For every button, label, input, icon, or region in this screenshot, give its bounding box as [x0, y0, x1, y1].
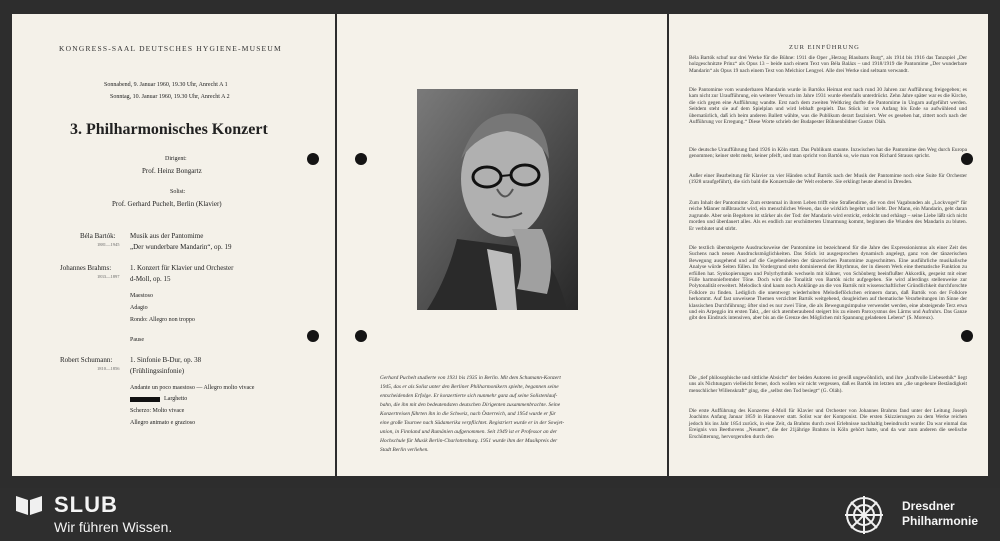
punch-hole	[961, 153, 973, 165]
schumann-years: 1810—1856	[97, 366, 120, 371]
slub-logo-text: SLUB	[54, 492, 118, 517]
portrait-photo	[417, 89, 578, 310]
schumann-movement: Allegro animato e grazioso	[130, 420, 196, 426]
brahms-composer: Johannes Brahms:	[60, 264, 112, 272]
intro-paragraph: Béla Bartók schuf nur drei Werke für die Bühne: 1911 die Oper „Herzog Blaubarts Burg“, als 1914 bis 1916 das Tanzspiel „Der holzgeschnitzte Prinz“ als Opus 13 – beide nach einem Text von Béla Balázs – und 1918/1919 die Pantomime „Der wunderbare Mandarin“ als Opus 19 nach einem Text von Melchior Lengyel. Alle drei Werke sind seltsam verwandt.	[689, 55, 967, 74]
punch-hole	[307, 330, 319, 342]
brahms-work-line1: 1. Konzert für Klavier und Orchester	[130, 264, 234, 272]
intro-paragraph: Die „tief philosophische und sittliche Absicht“ der beiden Autoren ist gewiß ungewöhnlich, und ihre „kraftvolle Liebesethik“ liegt uns als Nichtungarn vielleicht ferner, doch wollen wir nicht vergessen, daß es Bartók im letzten um „die ungeheure Beständigkeit menschlicher Willenskraft“ ging, die „selbst den Tod besiegt“ (G. Oláh).	[689, 375, 967, 394]
caption-line: Stadt Berlin verliehen.	[380, 447, 429, 453]
conductor-name: Prof. Heinz Bongartz	[142, 167, 202, 175]
caption-line: Hochschule für Musik Berlin-Charlottenburg. 1951 wurde ihm der Musikpreis der	[380, 438, 558, 444]
schumann-movement: Andante un poco maestoso — Allegro molto vivace	[130, 385, 255, 391]
brahms-movement: Rondo: Allegro non troppo	[130, 317, 195, 323]
punch-hole	[961, 330, 973, 342]
introduction-heading: ZUR EINFÜHRUNG	[789, 44, 860, 51]
concert-title: 3. Philharmonisches Konzert	[70, 121, 268, 138]
philharmonie-logo-icon	[842, 494, 886, 536]
caption-line: 1945, das er als Solist unter den Berliner Philharmonikern spielte, begannen seine	[380, 384, 559, 390]
caption-line: bahn, die ihn mit den bedeutendsten deutschen Dirigenten zusammenbrachte. Seine	[380, 402, 561, 408]
conductor-label: Dirigent:	[165, 156, 187, 162]
caption-line: Konzertreisen führten ihn in die Schweiz, nach Österreich, und 1954 wurde er für	[380, 411, 556, 417]
brahms-movement: Maestoso	[130, 293, 153, 299]
slub-logo-icon	[14, 494, 46, 516]
soloist-name: Prof. Gerhard Puchelt, Berlin (Klavier)	[112, 200, 222, 208]
caption-line: entscheidenden Erfolge. Er konzertierte sich nunmehr ganz auf seine Solistenlauf-	[380, 393, 558, 399]
brahms-years: 1833—1897	[97, 274, 120, 279]
punch-hole	[307, 153, 319, 165]
intro-paragraph: Die erste Aufführung des Konzertes d-Moll für Klavier und Orchester von Johannes Brahms fand unter der Leitung Joseph Joachims Anfang Januar 1859 in Hannover statt. Solist war der Komponist. Die ersten Skizzierungen zu dem Werke reichen jedoch bis ins Jahr 1854 zurück, in eine Zeit, da Brahms durch zwei Erlebnisse nachhaltig beeindruckt wurde: Da war einmal das Ereignis von Beethovens „Neunter“, die der 21jährige Brahms in Köln gehört hatte, und da war zum anderen die seelische Erschütterung, hervorgerufen durch den	[689, 408, 967, 440]
program-page-middle	[337, 14, 667, 476]
philharmonie-name-line2: Philharmonie	[902, 514, 979, 528]
schumann-movement: Scherzo: Molto vivace	[130, 408, 185, 414]
redaction-bar	[130, 397, 160, 402]
venue-heading: KONGRESS-SAAL DEUTSCHES HYGIENE-MUSEUM	[59, 44, 282, 53]
schumann-work-line2: (Frühlingssinfonie)	[130, 367, 185, 375]
bartok-years: 1881—1945	[97, 242, 120, 247]
caption-line: eine große Tournee nach Südamerika verpflichtet. Registriert wurde er in der Sowjet-	[380, 420, 565, 426]
bartok-work-line2: „Der wunderbare Mandarin“, op. 19	[130, 243, 232, 251]
portrait-image	[417, 89, 578, 310]
caption-line: Gerhard Puchelt studierte von 1931 bis 1935 in Berlin. Mit dem Schumann-Konzert	[380, 375, 561, 381]
soloist-label: Solist:	[170, 189, 186, 195]
brahms-work-line2: d-Moll, op. 15	[130, 275, 171, 283]
bartok-work-line1: Musik aus der Pantomime	[130, 232, 204, 240]
intro-paragraph: Zum Inhalt der Pantomime: Zum erstenmal in ihrem Leben trifft eine Straßendirne, die von drei Vagabunden als „Lockvogel“ für reiche Männer mißbraucht wird, ein menschliches Wesen, das sie wirklich begehrt und liebt. Der Mann, ein Mandarin, geht daran zugrunde. Aber sein Begehren ist stärker als der Tod: der Mandarin wird erstickt, erdolcht und erhängt – seine Liebe läßt sich nicht morden und überdauert alles. Als es endlich zur erschütterten Umarmung kommt, beginnen die Wunden des Mandarin zu bluten. Er verblutet und stirbt.	[689, 200, 967, 232]
concert-date-1: Sonnabend, 9. Januar 1960, 19.30 Uhr, Anrecht A 1	[104, 82, 228, 88]
program-page-right	[669, 14, 988, 476]
caption-line: union, in Finnland und Rumänien aufgenommen. Seit 1949 ist er Professor an der	[380, 429, 558, 435]
concert-date-2: Sonntag, 10. Januar 1960, 19.30 Uhr, Anrecht A 2	[110, 94, 230, 100]
intro-paragraph: Die textlich übersteigerte Ausdrucksweise der Pantomime ist bezeichnend für die Jahre des Expressionismus als einer Zeit des Suchens nach neuen Ausdrucksmöglichkeiten. Das Stück ist ausgesprochen dynamisch angelegt, ganz von der tänzerischen Bewegung ausgehend und auf die Gegebenheiten der tänzerischen Pantomime zugeschnitten. Eine ausführliche musikalische Analyse würde Seiten füllen. Im Vordergrund steht dominierend der Rhythmus, der in diesem Werk eine thematische Funktion zu erfüllen hat. Synkopierungen und Polyrhythmik wechseln mit kühner, von Schönberg beeinflußter Akkordik, gespeist mit einer Fülle harmoniefremder Töne. Doch wird die Tonalität von Bartók nicht aufgegeben. Sie wird allerdings stellenweise zur Polytonalität erweitert. Melodisch sind kaum noch Anklänge an die von Bartók mit wissenschaftlicher Gründlichkeit durchforschte Folklore zu finden. Lediglich die unentwegt wiederholten Melodieflöckchen erinnern daran, daß Bartók von der Folklore herkommt. Auf fast unweisene Themen verzichtet Bartók weitgehend, dougleichen auf thematische Verarbeitungen im Sinne der klassischen Durchführung; öfter sind es nur zwei Töne, die als Bewegungsimpulse verwendet werden, eine absteigende Terz etwa und ein Arpeggio im ersten Takt, „der sich atemberaubend steigert bis zu einem Paroxysmus des Lärms und Aufruhrs. Das Ganze gibt den Eindruck intensiven, aber bis an die Grenze des Möglichen mit Spannung geladenen Lebens“ (S. Moreux).	[689, 245, 967, 322]
schumann-work-line1: 1. Sinfonie B-Dur, op. 38	[130, 356, 202, 364]
intro-paragraph: Außer einer Bearbeitung für Klavier zu vier Händen schuf Bartók nach der Musik der Pantomime noch eine Suite für Orchester (1928 uraufgeführt), die sich bald die Konzertsäle der Welt eroberte. Sie erklingt heute abend in Dresden.	[689, 173, 967, 186]
brahms-movement: Adagio	[130, 305, 148, 311]
bartok-composer: Béla Bartók:	[80, 232, 116, 240]
slub-tagline: Wir führen Wissen.	[54, 519, 173, 535]
punch-hole	[355, 330, 367, 342]
punch-hole	[355, 153, 367, 165]
schumann-composer: Robert Schumann:	[60, 356, 113, 364]
intro-paragraph: Die deutsche Uraufführung fand 1926 in Köln statt. Das Publikum staunte. Inzwischen hat die Pantomime den Weg durch Europa genommen; keiner steht mehr, keiner pfeift, und man spricht von Bartók so, wie man von Richard Strauss spricht.	[689, 147, 967, 160]
program-page-left	[12, 14, 335, 476]
pause-label: Pause	[130, 337, 144, 343]
intro-paragraph: Die Pantomime vom wunderbaren Mandarin wurde in Bartóks Heimat erst nach rund 30 Jahren zur Aufführung freigegeben; es kam nicht zur Uraufführung, ein weiterer Versuch im Jahre 1931 wurde ebenfalls unterdrückt. Zehn Jahre später war es die Kirche, die sich gegen eine Aufführung wandte. Erst nach dem zweiten Weltkrieg durfte die Pantomime in Ungarn aufgeführt werden. Seitdem steht sie auf dem Spielplan und wird lebhaft gespielt. Das Stück ist von Anfang bis Ende so aufwühlend und übernatürlich, daß ich beim anderen Ballett wählte, was die Publikum derart fasziniert. Wer es gesehen hat, zittert noch nach der Aufführung vor Erregung.“ Diese Worte schrieb der Budapester Bühnenbildner Gustav Oláh.	[689, 87, 967, 126]
schumann-movement: Larghetto	[164, 396, 188, 402]
footer-bar	[0, 488, 1000, 541]
philharmonie-name-line1: Dresdner	[902, 499, 955, 513]
